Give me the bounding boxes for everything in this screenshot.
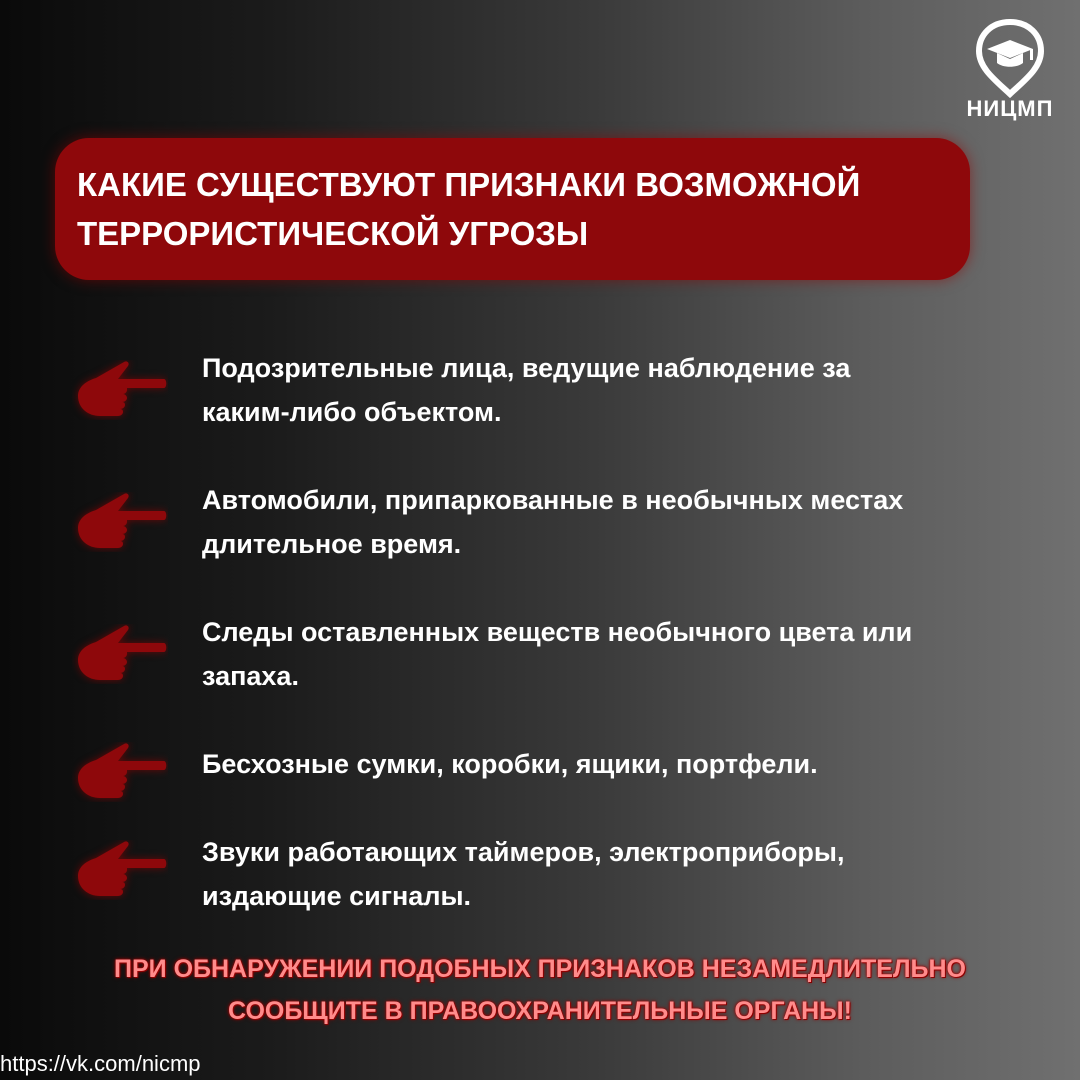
pointing-hand-icon: [72, 624, 168, 684]
pointing-hand-icon: [72, 840, 168, 900]
item-text-line-1: Бесхозные сумки, коробки, ящики, портфели.: [202, 749, 818, 779]
item-text-line-2: каким-либо объектом.: [202, 397, 502, 427]
pointing-hand-icon: [72, 360, 168, 420]
pointing-hand-icon: [72, 492, 168, 552]
item-text-line-2: длительное время.: [202, 529, 462, 559]
item-text-line-1: Подозрительные лица, ведущие наблюдение за: [202, 353, 851, 383]
warning-line-2: СООБЩИТЕ В ПРАВООХРАНИТЕЛЬНЫЕ ОРГАНЫ!: [228, 997, 852, 1025]
item-text-line-2: издающие сигналы.: [202, 881, 472, 911]
page-title: [77, 160, 957, 258]
title-line-2: ТЕРРОРИСТИЧЕСКОЙ УГРОЗЫ: [77, 215, 589, 252]
item-text-line-1: Звуки работающих таймеров, электроприборы,: [202, 837, 845, 867]
warning-line-1: ПРИ ОБНАРУЖЕНИИ ПОДОБНЫХ ПРИЗНАКОВ НЕЗАМЕДЛИТЕЛЬНО: [114, 955, 966, 983]
logo-text: НИЦМП: [966, 96, 1054, 121]
warning-message: [40, 948, 1040, 1032]
item-text-line-1: Следы оставленных веществ необычного цвета или: [202, 617, 913, 647]
graduation-cap-pin-icon: [973, 18, 1047, 98]
title-banner: [55, 138, 970, 280]
source-url[interactable]: https://vk.com/nicmp: [0, 1051, 201, 1076]
brand-logo: [955, 18, 1065, 128]
item-text-line-1: Автомобили, припаркованные в необычных местах: [202, 485, 904, 515]
item-text-line-2: запаха.: [202, 661, 299, 691]
title-line-1: КАКИЕ СУЩЕСТВУЮТ ПРИЗНАКИ ВОЗМОЖНОЙ: [77, 166, 861, 203]
pointing-hand-icon: [72, 742, 168, 802]
